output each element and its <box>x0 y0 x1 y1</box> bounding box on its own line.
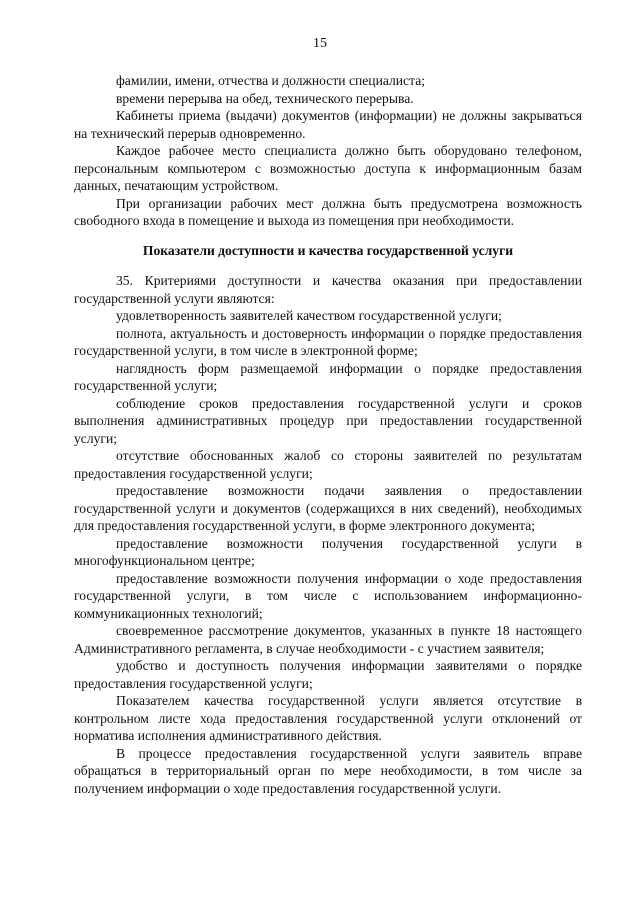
paragraph: отсутствие обоснованных жалоб со стороны заявителей по результатам предоставления государственной услуги; <box>74 448 582 481</box>
paragraph: своевременное рассмотрение документов, указанных в пункте 18 настоящего Административного регламента, в случае необходимости - с участием заявителя; <box>74 623 582 656</box>
paragraph: В процессе предоставления государственной услуги заявитель вправе обращаться в территориальный орган по мере необходимости, в том числе за получением информации о ходе предоставления государственной услуги. <box>74 745 582 796</box>
document-body <box>74 72 582 797</box>
paragraph: Каждое рабочее место специалиста должно быть оборудовано телефоном, персональным компьютером с возможностью доступа к информационным базам данных, печатающим устройством. <box>74 143 582 193</box>
paragraph: наглядность форм размещаемой информации о порядке предоставления государственной услуги; <box>74 360 582 393</box>
paragraph: 35. Критериями доступности и качества оказания при предоставлении государственной услуги являются: <box>74 273 582 306</box>
paragraph: предоставление возможности подачи заявления о предоставлении государственной услуги и документов (содержащихся в них сведений), необходимых для предоставления государственной услуги, в форме электронного документа; <box>74 483 582 533</box>
paragraph: При организации рабочих мест должна быть предусмотрена возможность свободного входа в помещение и выхода из помещения при необходимости. <box>74 195 582 228</box>
page-number: 15 <box>313 36 327 51</box>
paragraph: предоставление возможности получения информации о ходе предоставления государственной услуги, в том числе с использованием информационно-коммуникационных технологий; <box>74 570 582 621</box>
paragraph: соблюдение сроков предоставления государственной услуги и сроков выполнения административных процедур при предоставлении государственной услуги; <box>74 395 582 446</box>
paragraph: фамилии, имени, отчества и должности специалиста; <box>116 73 426 88</box>
section-heading: Показатели доступности и качества государственной услуги <box>142 242 514 258</box>
paragraph: Показателем качества государственной услуги является отсутствие в контрольном листе хода предоставления государственной услуги отклонений от норматива исполнения административного действия. <box>74 693 582 743</box>
paragraph: Кабинеты приема (выдачи) документов (информации) не должны закрываться на технический перерыв одновременно. <box>74 108 582 141</box>
paragraph: предоставление возможности получения государственной услуги в многофункциональном центре; <box>74 535 582 568</box>
paragraph: времени перерыва на обед, технического перерыва. <box>116 90 414 106</box>
paragraph: удобство и доступность получения информации заявителями о порядке предоставления государственной услуги; <box>74 658 582 691</box>
paragraph: полнота, актуальность и достоверность информации о порядке предоставления государственной услуги, в том числе в электронной форме; <box>74 325 582 358</box>
paragraph: удовлетворенность заявителей качеством государственной услуги; <box>116 308 502 323</box>
